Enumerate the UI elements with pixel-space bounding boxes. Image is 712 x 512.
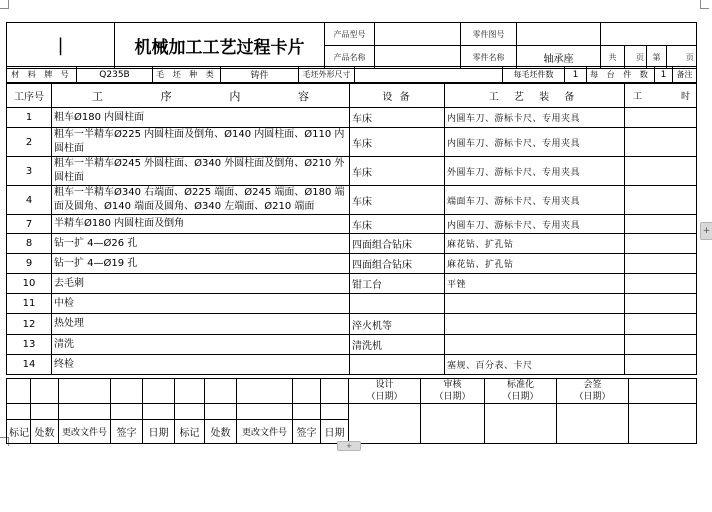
equipment-header: 设 备 [350,84,445,108]
step-number[interactable]: 4 [7,186,52,215]
step-content[interactable]: 热处理 [52,314,350,335]
step-equipment[interactable]: 车床 [350,157,445,186]
content-header-char-4: 容 [297,89,309,103]
design-signoff[interactable] [349,379,421,404]
time-header-char-2: 时 [680,92,690,102]
content-header-char-2: 序 [160,89,172,103]
step-equipment[interactable]: 四面组合钻床 [350,234,445,254]
step-number[interactable]: 8 [7,234,52,254]
step-number[interactable]: 9 [7,254,52,274]
count-label-1: 处数 [31,420,59,444]
per-unit-label: 每 台 件 数 [587,67,655,83]
change-doc-label-1: 更改文件号 [59,420,111,444]
step-content[interactable]: 粗车Ø180 内圆柱面 [52,108,350,128]
signoff-blank-2 [629,404,697,444]
product-name-label: 产品名称 [325,46,375,69]
part-drawing-label: 零件图号 [461,23,517,46]
process-step-row [7,294,697,314]
date-label-1: 日期 [143,420,175,444]
per-unit-value[interactable]: 1 [655,67,673,83]
signoff-blank-1 [629,379,697,404]
content-header-char-3: 内 [229,89,241,103]
pages-unit-label: 页 [625,46,647,69]
change-doc-label-2: 更改文件号 [237,420,293,444]
material-grade-value[interactable]: Q235B [77,67,153,83]
standard-signoff[interactable] [485,379,557,404]
content-header-char-1: 工 [92,89,103,103]
tooling-header: 工 艺 装 备 [445,84,625,108]
step-tooling[interactable] [445,314,625,335]
step-tooling[interactable] [445,335,625,355]
process-step-row [7,274,697,294]
total-pages-label: 共 [601,46,625,69]
step-equipment[interactable]: 车床 [350,186,445,215]
blank-type-label: 毛 坯 种 类 [153,67,221,83]
step-time[interactable] [625,234,697,254]
step-content[interactable]: 终检 [52,355,350,375]
step-time[interactable] [625,157,697,186]
material-grade-label: 材 料 牌 号 [7,67,77,83]
step-time[interactable] [625,215,697,234]
step-tooling[interactable]: 外圆车刀、游标卡尺、专用夹具 [445,157,625,186]
step-content[interactable]: 粗车一半精车Ø340 右端面、Ø225 端面、Ø245 端面、Ø180 端面及圆角、Ø140 端面及圆角、Ø340 左端面、Ø210 端面 [52,186,350,215]
step-content[interactable]: 粗车一半精车Ø225 内圆柱面及倒角、Ø140 内圆柱面、Ø110 内圆柱面 [52,128,350,157]
part-drawing-field[interactable] [517,23,601,46]
step-number[interactable]: 14 [7,355,52,375]
step-equipment[interactable]: 清洗机 [350,335,445,355]
step-content[interactable]: 粗车一半精车Ø245 外圆柱面、Ø340 外圆柱面及倒角、Ø210 外圆柱面 [52,157,350,186]
time-header-char-1: 工 [633,92,643,102]
design-date-label: （日期） [366,392,403,402]
part-name-field[interactable]: 轴承座 [517,46,601,69]
step-time[interactable] [625,128,697,157]
step-equipment[interactable]: 车床 [350,108,445,128]
countersign-date-label: （日期） [574,392,611,402]
content-header [52,84,350,108]
step-time[interactable] [625,294,697,314]
process-step-row [7,108,697,128]
step-content[interactable]: 钻一扩 4—Ø26 孔 [52,234,350,254]
step-tooling[interactable]: 内圆车刀、游标卡尺、专用夹具 [445,108,625,128]
mark-label-1: 标记 [7,420,31,444]
mark-label-2: 标记 [175,420,205,444]
count-label-2: 处数 [205,420,237,444]
process-table-header [7,84,697,108]
time-header [625,84,697,108]
step-equipment[interactable]: 车床 [350,128,445,157]
step-time[interactable] [625,254,697,274]
standard-label: 标准化 [506,380,534,390]
step-tooling[interactable]: 内圆车刀、游标卡尺、专用夹具 [445,128,625,157]
step-no-header: 工序号 [7,84,52,108]
material-row [6,66,697,83]
header-blank-cell [601,23,697,46]
sign-label-1: 签字 [111,420,143,444]
text-cursor[interactable]: | [7,23,115,69]
step-number[interactable]: 1 [7,108,52,128]
crop-mark-top-right [700,0,709,9]
signoff-block [6,378,697,444]
process-steps [7,108,697,375]
part-name-label: 零件名称 [461,46,517,69]
step-number[interactable]: 13 [7,335,52,355]
step-time[interactable] [625,335,697,355]
page-number-label: 第 [647,46,667,69]
step-content[interactable]: 清洗 [52,335,350,355]
step-tooling[interactable]: 麻花钻、扩孔钻 [445,234,625,254]
design-sign-field[interactable] [349,404,421,444]
step-equipment[interactable] [350,294,445,314]
blanks-per-label: 每毛坯件数 [503,67,565,83]
review-label: 审核 [443,380,462,390]
step-time[interactable] [625,314,697,335]
product-model-field[interactable] [375,23,461,46]
process-step-row [7,186,697,215]
card-header [6,22,697,69]
step-content[interactable]: 去毛刺 [52,274,350,294]
step-content[interactable]: 中检 [52,294,350,314]
review-signoff[interactable] [421,379,485,404]
step-tooling[interactable]: 平锉 [445,274,625,294]
page-unit-label: 页 [667,46,697,69]
blank-size-label: 毛坯外形尺寸 [299,67,355,83]
expand-bottom-handle[interactable]: + [337,441,361,451]
process-step-row [7,215,697,234]
process-step-row [7,355,697,375]
crop-mark-top-left [0,0,9,9]
standard-date-label: （日期） [502,392,539,402]
step-number[interactable]: 3 [7,157,52,186]
process-step-row [7,157,697,186]
sign-label-2: 签字 [293,420,321,444]
step-equipment[interactable] [350,355,445,375]
step-tooling[interactable]: 内圆车刀、游标卡尺、专用夹具 [445,215,625,234]
countersign-label: 会签 [583,380,602,390]
standard-sign-field[interactable] [485,404,557,444]
step-equipment[interactable]: 四面组合钻床 [350,254,445,274]
blank-type-value[interactable]: 铸件 [221,67,299,83]
remark-label: 备注 [673,67,697,83]
step-tooling[interactable]: 麻花钻、扩孔钻 [445,254,625,274]
blanks-per-value[interactable]: 1 [565,67,587,83]
step-number[interactable]: 7 [7,215,52,234]
step-equipment[interactable]: 淬火机等 [350,314,445,335]
step-number[interactable]: 10 [7,274,52,294]
step-equipment[interactable]: 钳工台 [350,274,445,294]
date-label-2: 日期 [321,420,349,444]
process-step-row [7,234,697,254]
step-number[interactable]: 12 [7,314,52,335]
countersign-signoff[interactable] [557,379,629,404]
process-step-row [7,254,697,274]
review-date-label: （日期） [434,392,471,402]
process-table [6,83,697,375]
blank-size-value[interactable] [355,67,503,83]
review-sign-field[interactable] [421,404,485,444]
step-equipment[interactable]: 车床 [350,215,445,234]
design-label: 设计 [375,380,394,390]
process-step-row [7,314,697,335]
process-step-row [7,128,697,157]
step-time[interactable] [625,274,697,294]
step-time[interactable] [625,355,697,375]
card-title: 机械加工工艺过程卡片 [115,23,325,69]
step-tooling[interactable]: 端面车刀、游标卡尺、专用夹具 [445,186,625,215]
step-tooling[interactable]: 塞规、百分表、卡尺 [445,355,625,375]
step-number[interactable]: 11 [7,294,52,314]
product-model-label: 产品型号 [325,23,375,46]
countersign-sign-field[interactable] [557,404,629,444]
expand-right-handle[interactable]: + [700,222,712,240]
step-content[interactable]: 半精车Ø180 内圆柱面及倒角 [52,215,350,234]
step-number[interactable]: 2 [7,128,52,157]
step-tooling[interactable] [445,294,625,314]
step-time[interactable] [625,108,697,128]
process-step-row [7,335,697,355]
step-content[interactable]: 钻一扩 4—Ø19 孔 [52,254,350,274]
step-time[interactable] [625,186,697,215]
